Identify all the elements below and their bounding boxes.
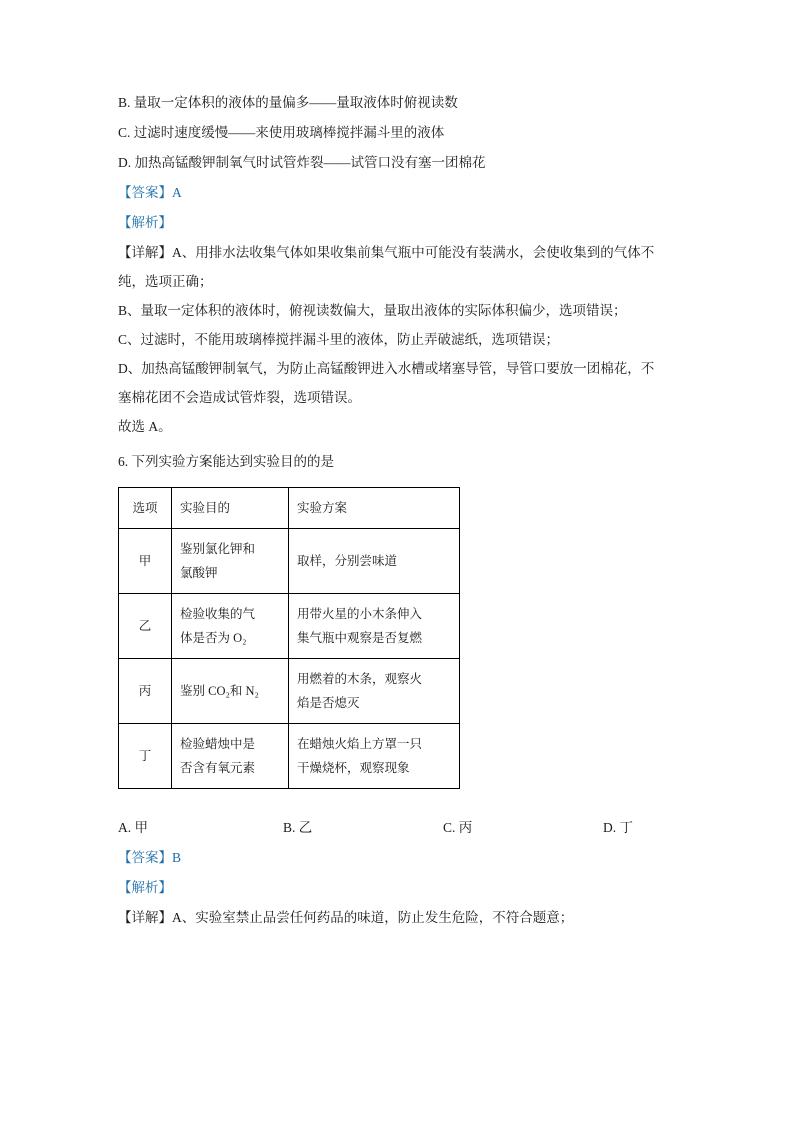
detail-line: 故选 A。	[118, 419, 172, 434]
option-c-line: C. 过滤时速度缓慢——来使用玻璃棒搅拌漏斗里的液体	[118, 125, 445, 140]
detail-line: 纯，选项正确；	[118, 274, 213, 289]
cell-line: 鉴别 CO₂和 N₂	[180, 684, 259, 698]
cell-line: 取样，分别尝味道	[297, 554, 398, 568]
option-d-line: D. 加热高锰酸钾制氧气时试管炸裂——试管口没有塞一团棉花	[118, 155, 486, 170]
header-plan: 实验方案	[289, 488, 460, 529]
cell-line: 体是否为 O₂	[180, 631, 247, 645]
header-purpose: 实验目的	[172, 488, 289, 529]
table-header-row	[119, 488, 460, 529]
experiment-table	[118, 487, 460, 789]
cell-purpose	[172, 529, 289, 594]
table-row	[119, 594, 460, 659]
detail-line: C、过滤时，不能用玻璃棒搅拌漏斗里的液体，防止弄破滤纸，选项错误；	[118, 332, 560, 347]
cell-line: 干燥烧杯，观察现象	[297, 761, 410, 775]
table-row	[119, 724, 460, 789]
cell-plan	[289, 659, 460, 724]
table-row	[119, 659, 460, 724]
cell-purpose	[172, 659, 289, 724]
cell-line: 检验收集的气	[180, 607, 256, 621]
cell-purpose	[172, 594, 289, 659]
cell-line: 否含有氧元素	[180, 761, 256, 775]
header-option: 选项	[119, 488, 172, 529]
choice-a: A. 甲	[118, 820, 148, 835]
answer-label-2: 【答案】B	[118, 850, 182, 865]
answer-label: 【答案】A	[118, 185, 182, 200]
cell-line: 检验蜡烛中是	[180, 737, 256, 751]
detail-line: 【详解】A、用排水法收集气体如果收集前集气瓶中可能没有装满水，会使收集到的气体不	[118, 245, 655, 260]
cell-plan	[289, 594, 460, 659]
cell-line: 鉴别氯化钾和	[180, 542, 256, 556]
cell-plan	[289, 724, 460, 789]
cell-line: 集气瓶中观察是否复燃	[297, 631, 423, 645]
cell-option: 丙	[119, 659, 172, 724]
analysis-label: 【解析】	[118, 215, 172, 230]
cell-line: 用带火星的小木条伸入	[297, 607, 423, 621]
question-6-stem: 6. 下列实验方案能达到实验目的的是	[118, 454, 334, 469]
cell-option: 丁	[119, 724, 172, 789]
detail-line: B、量取一定体积的液体时，俯视读数偏大，量取出液体的实际体积偏少，选项错误；	[118, 303, 627, 318]
cell-line: 在蜡烛火焰上方罩一只	[297, 737, 423, 751]
choice-c: C. 丙	[443, 820, 473, 835]
analysis-label-2: 【解析】	[118, 880, 172, 895]
choice-b: B. 乙	[283, 820, 313, 835]
cell-purpose	[172, 724, 289, 789]
option-b-line: B. 量取一定体积的液体的量偏多——量取液体时俯视读数	[118, 95, 458, 110]
cell-line: 用燃着的木条，观察火	[297, 672, 423, 686]
detail-line-2: 【详解】A、实验室禁止品尝任何药品的味道，防止发生危险，不符合题意；	[118, 910, 574, 925]
detail-line: 塞棉花团不会造成试管炸裂，选项错误。	[118, 390, 361, 405]
cell-line: 焰是否熄灭	[297, 696, 360, 710]
table-row	[119, 529, 460, 594]
cell-option: 乙	[119, 594, 172, 659]
detail-line: D、加热高锰酸钾制氧气，为防止高锰酸钾进入水槽或堵塞导管，导管口要放一团棉花，不	[118, 361, 655, 376]
cell-line: 氯酸钾	[180, 566, 218, 580]
cell-plan	[289, 529, 460, 594]
choice-row	[118, 813, 675, 843]
choice-d: D. 丁	[603, 820, 633, 835]
cell-option: 甲	[119, 529, 172, 594]
